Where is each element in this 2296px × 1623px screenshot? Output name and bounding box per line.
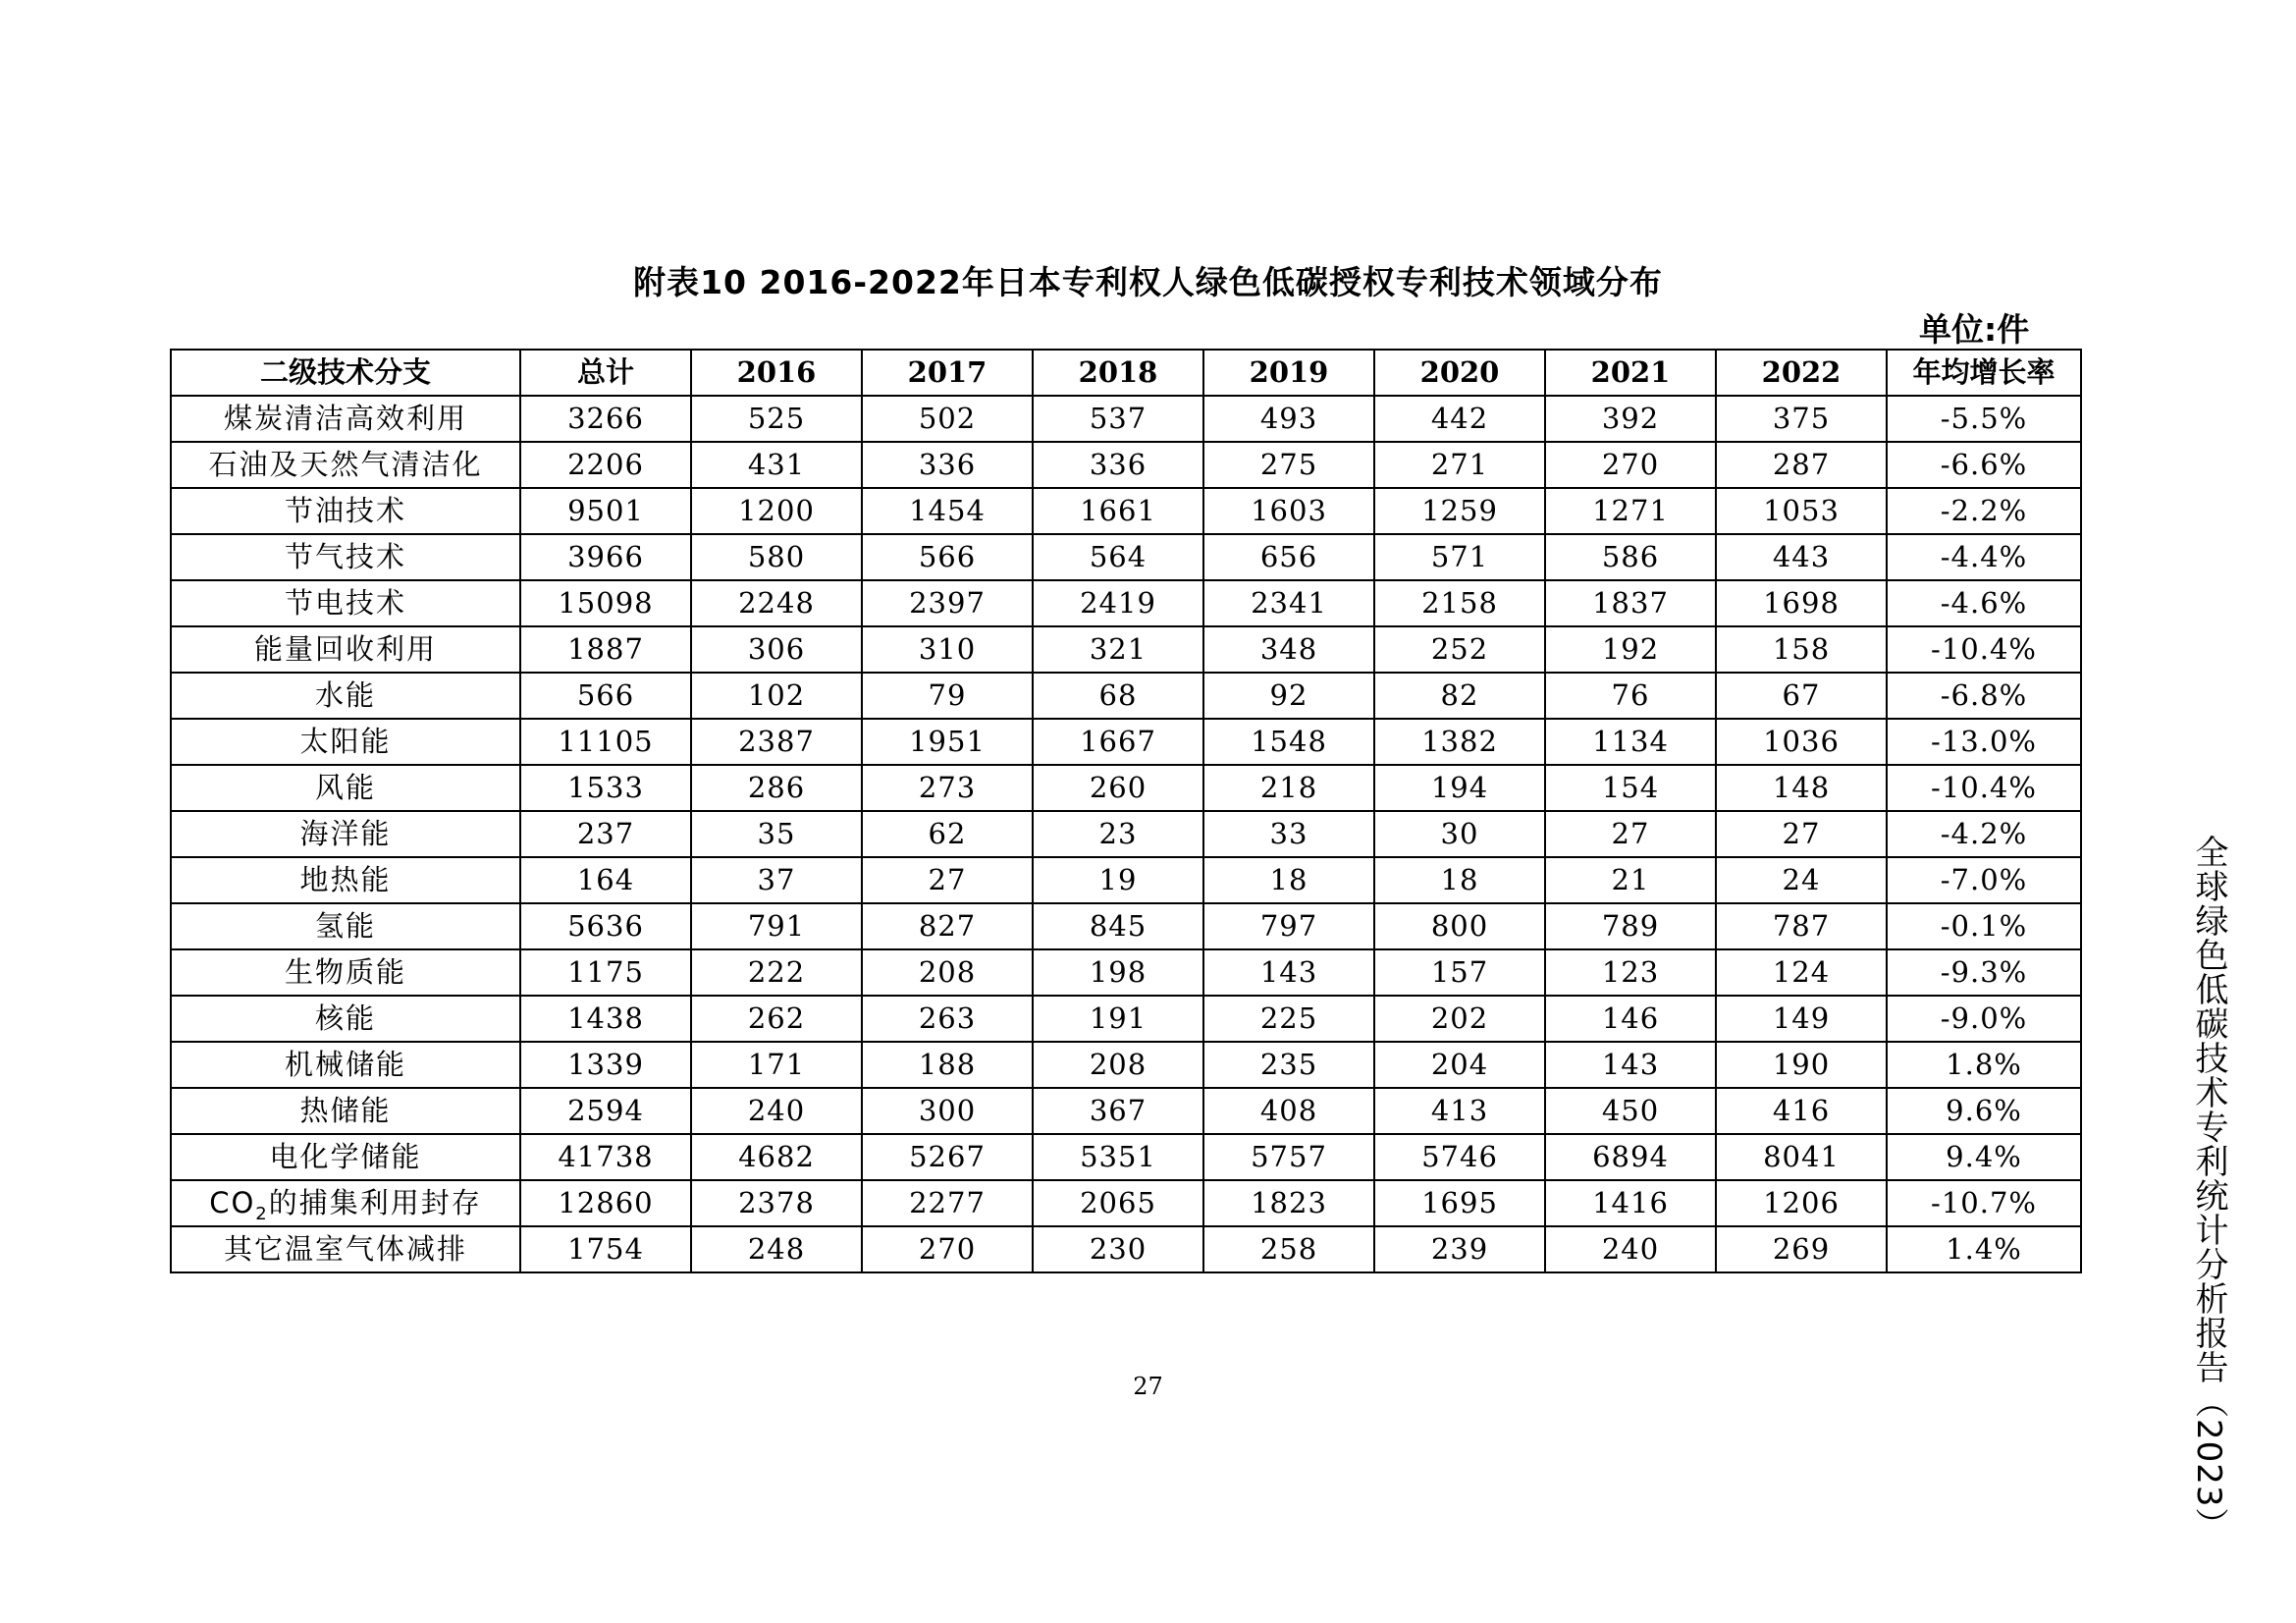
header-cell: 2019: [1203, 350, 1374, 396]
value-cell: 3266: [520, 396, 691, 442]
value-cell: 123: [1545, 949, 1716, 996]
value-cell: 525: [691, 396, 862, 442]
value-cell: 375: [1716, 396, 1887, 442]
value-cell: 1548: [1203, 719, 1374, 765]
value-cell: 392: [1545, 396, 1716, 442]
value-cell: 102: [691, 673, 862, 719]
value-cell: 2378: [691, 1180, 862, 1226]
value-cell: 1454: [862, 488, 1033, 534]
value-cell: 564: [1033, 534, 1203, 580]
value-cell: 260: [1033, 765, 1203, 811]
value-cell: 571: [1374, 534, 1545, 580]
page-number: 27: [1133, 1373, 1163, 1400]
value-cell: 68: [1033, 673, 1203, 719]
value-cell: 1339: [520, 1042, 691, 1088]
value-cell: 33: [1203, 811, 1374, 857]
value-cell: 336: [862, 442, 1033, 488]
value-cell: 1382: [1374, 719, 1545, 765]
value-cell: 2065: [1033, 1180, 1203, 1226]
value-cell: 443: [1716, 534, 1887, 580]
value-cell: 1053: [1716, 488, 1887, 534]
category-cell: 生物质能: [171, 949, 520, 996]
value-cell: 413: [1374, 1088, 1545, 1134]
value-cell: -2.2%: [1887, 488, 2081, 534]
value-cell: -4.4%: [1887, 534, 2081, 580]
category-cell: 水能: [171, 673, 520, 719]
value-cell: 450: [1545, 1088, 1716, 1134]
value-cell: 1200: [691, 488, 862, 534]
value-cell: 566: [520, 673, 691, 719]
value-cell: 300: [862, 1088, 1033, 1134]
value-cell: 12860: [520, 1180, 691, 1226]
value-cell: 5746: [1374, 1134, 1545, 1180]
value-cell: 1887: [520, 626, 691, 673]
table-row: [171, 719, 2081, 765]
header-cell: 2017: [862, 350, 1033, 396]
value-cell: 1603: [1203, 488, 1374, 534]
table-row: [171, 1226, 2081, 1272]
value-cell: 218: [1203, 765, 1374, 811]
value-cell: 270: [1545, 442, 1716, 488]
value-cell: 5757: [1203, 1134, 1374, 1180]
value-cell: 1259: [1374, 488, 1545, 534]
table-row: [171, 1180, 2081, 1226]
value-cell: 1.4%: [1887, 1226, 2081, 1272]
value-cell: 269: [1716, 1226, 1887, 1272]
value-cell: 348: [1203, 626, 1374, 673]
value-cell: 67: [1716, 673, 1887, 719]
value-cell: 1837: [1545, 580, 1716, 626]
value-cell: 18: [1203, 857, 1374, 903]
value-cell: 310: [862, 626, 1033, 673]
value-cell: 2248: [691, 580, 862, 626]
value-cell: 5351: [1033, 1134, 1203, 1180]
value-cell: 82: [1374, 673, 1545, 719]
table-row: [171, 534, 2081, 580]
value-cell: 1416: [1545, 1180, 1716, 1226]
value-cell: 2158: [1374, 580, 1545, 626]
table-row: [171, 626, 2081, 673]
value-cell: 797: [1203, 903, 1374, 949]
value-cell: 286: [691, 765, 862, 811]
table-title: 附表10 2016-2022年日本专利权人绿色低碳授权专利技术领域分布: [633, 263, 1663, 301]
value-cell: 27: [862, 857, 1033, 903]
value-cell: 62: [862, 811, 1033, 857]
value-cell: 2277: [862, 1180, 1033, 1226]
value-cell: 493: [1203, 396, 1374, 442]
patent-table: [170, 349, 2082, 1273]
value-cell: 1695: [1374, 1180, 1545, 1226]
value-cell: 24: [1716, 857, 1887, 903]
table-row: [171, 765, 2081, 811]
value-cell: 235: [1203, 1042, 1374, 1088]
value-cell: 2206: [520, 442, 691, 488]
value-cell: 431: [691, 442, 862, 488]
value-cell: 1438: [520, 996, 691, 1042]
value-cell: 336: [1033, 442, 1203, 488]
value-cell: 143: [1545, 1042, 1716, 1088]
value-cell: 2594: [520, 1088, 691, 1134]
value-cell: 11105: [520, 719, 691, 765]
value-cell: 586: [1545, 534, 1716, 580]
value-cell: 171: [691, 1042, 862, 1088]
value-cell: 21: [1545, 857, 1716, 903]
category-cell: 热储能: [171, 1088, 520, 1134]
value-cell: 191: [1033, 996, 1203, 1042]
header-cell: 总计: [520, 350, 691, 396]
value-cell: 35: [691, 811, 862, 857]
table-row: [171, 949, 2081, 996]
category-cell: 海洋能: [171, 811, 520, 857]
table-row: [171, 811, 2081, 857]
value-cell: -13.0%: [1887, 719, 2081, 765]
category-cell: 氢能: [171, 903, 520, 949]
value-cell: 154: [1545, 765, 1716, 811]
value-cell: 146: [1545, 996, 1716, 1042]
table-row: [171, 673, 2081, 719]
value-cell: 258: [1203, 1226, 1374, 1272]
category-cell: 机械储能: [171, 1042, 520, 1088]
value-cell: 237: [520, 811, 691, 857]
value-cell: 188: [862, 1042, 1033, 1088]
value-cell: 271: [1374, 442, 1545, 488]
category-cell: 地热能: [171, 857, 520, 903]
value-cell: 262: [691, 996, 862, 1042]
value-cell: 275: [1203, 442, 1374, 488]
value-cell: 416: [1716, 1088, 1887, 1134]
table-row: [171, 857, 2081, 903]
value-cell: 1036: [1716, 719, 1887, 765]
value-cell: 537: [1033, 396, 1203, 442]
value-cell: 4682: [691, 1134, 862, 1180]
header-cell: 2018: [1033, 350, 1203, 396]
value-cell: 787: [1716, 903, 1887, 949]
value-cell: -4.6%: [1887, 580, 2081, 626]
value-cell: 3966: [520, 534, 691, 580]
value-cell: 789: [1545, 903, 1716, 949]
header-cell: 2022: [1716, 350, 1887, 396]
value-cell: 827: [862, 903, 1033, 949]
category-cell: 节电技术: [171, 580, 520, 626]
value-cell: 222: [691, 949, 862, 996]
value-cell: 8041: [1716, 1134, 1887, 1180]
value-cell: 164: [520, 857, 691, 903]
value-cell: 800: [1374, 903, 1545, 949]
value-cell: 2419: [1033, 580, 1203, 626]
value-cell: 442: [1374, 396, 1545, 442]
table-row: [171, 1134, 2081, 1180]
value-cell: -9.0%: [1887, 996, 2081, 1042]
value-cell: 202: [1374, 996, 1545, 1042]
header-cell: 2016: [691, 350, 862, 396]
table-row: [171, 996, 2081, 1042]
header-cell: 2020: [1374, 350, 1545, 396]
value-cell: 1661: [1033, 488, 1203, 534]
value-cell: 1698: [1716, 580, 1887, 626]
value-cell: 1.8%: [1887, 1042, 2081, 1088]
table-row: [171, 903, 2081, 949]
category-cell: 太阳能: [171, 719, 520, 765]
value-cell: 5636: [520, 903, 691, 949]
value-cell: 204: [1374, 1042, 1545, 1088]
value-cell: 15098: [520, 580, 691, 626]
category-cell: 节油技术: [171, 488, 520, 534]
value-cell: 5267: [862, 1134, 1033, 1180]
value-cell: 41738: [520, 1134, 691, 1180]
header-row: [171, 350, 2081, 396]
value-cell: 566: [862, 534, 1033, 580]
value-cell: 321: [1033, 626, 1203, 673]
value-cell: 580: [691, 534, 862, 580]
value-cell: 248: [691, 1226, 862, 1272]
table-row: [171, 1088, 2081, 1134]
value-cell: 158: [1716, 626, 1887, 673]
value-cell: 2341: [1203, 580, 1374, 626]
category-cell: 其它温室气体减排: [171, 1226, 520, 1272]
value-cell: 306: [691, 626, 862, 673]
value-cell: 1667: [1033, 719, 1203, 765]
value-cell: 18: [1374, 857, 1545, 903]
value-cell: 30: [1374, 811, 1545, 857]
value-cell: 230: [1033, 1226, 1203, 1272]
value-cell: 240: [691, 1088, 862, 1134]
value-cell: 37: [691, 857, 862, 903]
value-cell: 1175: [520, 949, 691, 996]
value-cell: 225: [1203, 996, 1374, 1042]
value-cell: 149: [1716, 996, 1887, 1042]
header-cell: 年均增长率: [1887, 350, 2081, 396]
value-cell: 1754: [520, 1226, 691, 1272]
value-cell: 124: [1716, 949, 1887, 996]
table-row: [171, 488, 2081, 534]
category-cell: 煤炭清洁高效利用: [171, 396, 520, 442]
value-cell: 270: [862, 1226, 1033, 1272]
value-cell: 19: [1033, 857, 1203, 903]
value-cell: 1951: [862, 719, 1033, 765]
value-cell: 1271: [1545, 488, 1716, 534]
value-cell: 9501: [520, 488, 691, 534]
value-cell: 367: [1033, 1088, 1203, 1134]
value-cell: 6894: [1545, 1134, 1716, 1180]
table-row: [171, 580, 2081, 626]
value-cell: 1533: [520, 765, 691, 811]
category-cell: 风能: [171, 765, 520, 811]
value-cell: -10.4%: [1887, 626, 2081, 673]
side-report-title: 全球绿色低碳技术专利统计分析报告（2023）: [2189, 835, 2228, 1542]
value-cell: 9.6%: [1887, 1088, 2081, 1134]
value-cell: 656: [1203, 534, 1374, 580]
value-cell: 192: [1545, 626, 1716, 673]
value-cell: 1823: [1203, 1180, 1374, 1226]
table-row: [171, 1042, 2081, 1088]
value-cell: 148: [1716, 765, 1887, 811]
value-cell: -9.3%: [1887, 949, 2081, 996]
value-cell: 198: [1033, 949, 1203, 996]
value-cell: -4.2%: [1887, 811, 2081, 857]
value-cell: -10.4%: [1887, 765, 2081, 811]
value-cell: 1134: [1545, 719, 1716, 765]
category-cell: 节气技术: [171, 534, 520, 580]
value-cell: 263: [862, 996, 1033, 1042]
unit-label: 单位:件: [1919, 310, 2030, 349]
value-cell: 408: [1203, 1088, 1374, 1134]
value-cell: 273: [862, 765, 1033, 811]
value-cell: 143: [1203, 949, 1374, 996]
value-cell: 240: [1545, 1226, 1716, 1272]
value-cell: -7.0%: [1887, 857, 2081, 903]
value-cell: 1206: [1716, 1180, 1887, 1226]
value-cell: -5.5%: [1887, 396, 2081, 442]
value-cell: -0.1%: [1887, 903, 2081, 949]
value-cell: 194: [1374, 765, 1545, 811]
value-cell: 27: [1716, 811, 1887, 857]
value-cell: 190: [1716, 1042, 1887, 1088]
table-row: [171, 396, 2081, 442]
category-cell: 石油及天然气清洁化: [171, 442, 520, 488]
value-cell: -10.7%: [1887, 1180, 2081, 1226]
value-cell: -6.8%: [1887, 673, 2081, 719]
value-cell: 23: [1033, 811, 1203, 857]
value-cell: 79: [862, 673, 1033, 719]
header-cell: 2021: [1545, 350, 1716, 396]
value-cell: 845: [1033, 903, 1203, 949]
value-cell: 208: [862, 949, 1033, 996]
value-cell: 252: [1374, 626, 1545, 673]
value-cell: 9.4%: [1887, 1134, 2081, 1180]
value-cell: 2397: [862, 580, 1033, 626]
category-cell: 能量回收利用: [171, 626, 520, 673]
value-cell: 791: [691, 903, 862, 949]
value-cell: -6.6%: [1887, 442, 2081, 488]
value-cell: 27: [1545, 811, 1716, 857]
category-cell: 电化学储能: [171, 1134, 520, 1180]
category-cell: 核能: [171, 996, 520, 1042]
value-cell: 239: [1374, 1226, 1545, 1272]
value-cell: 157: [1374, 949, 1545, 996]
header-cell: 二级技术分支: [171, 350, 520, 396]
value-cell: 287: [1716, 442, 1887, 488]
value-cell: 208: [1033, 1042, 1203, 1088]
value-cell: 92: [1203, 673, 1374, 719]
value-cell: 76: [1545, 673, 1716, 719]
category-cell: $CO_2$的捕集利用封存: [171, 1180, 520, 1226]
table-row: [171, 442, 2081, 488]
value-cell: 502: [862, 396, 1033, 442]
value-cell: 2387: [691, 719, 862, 765]
